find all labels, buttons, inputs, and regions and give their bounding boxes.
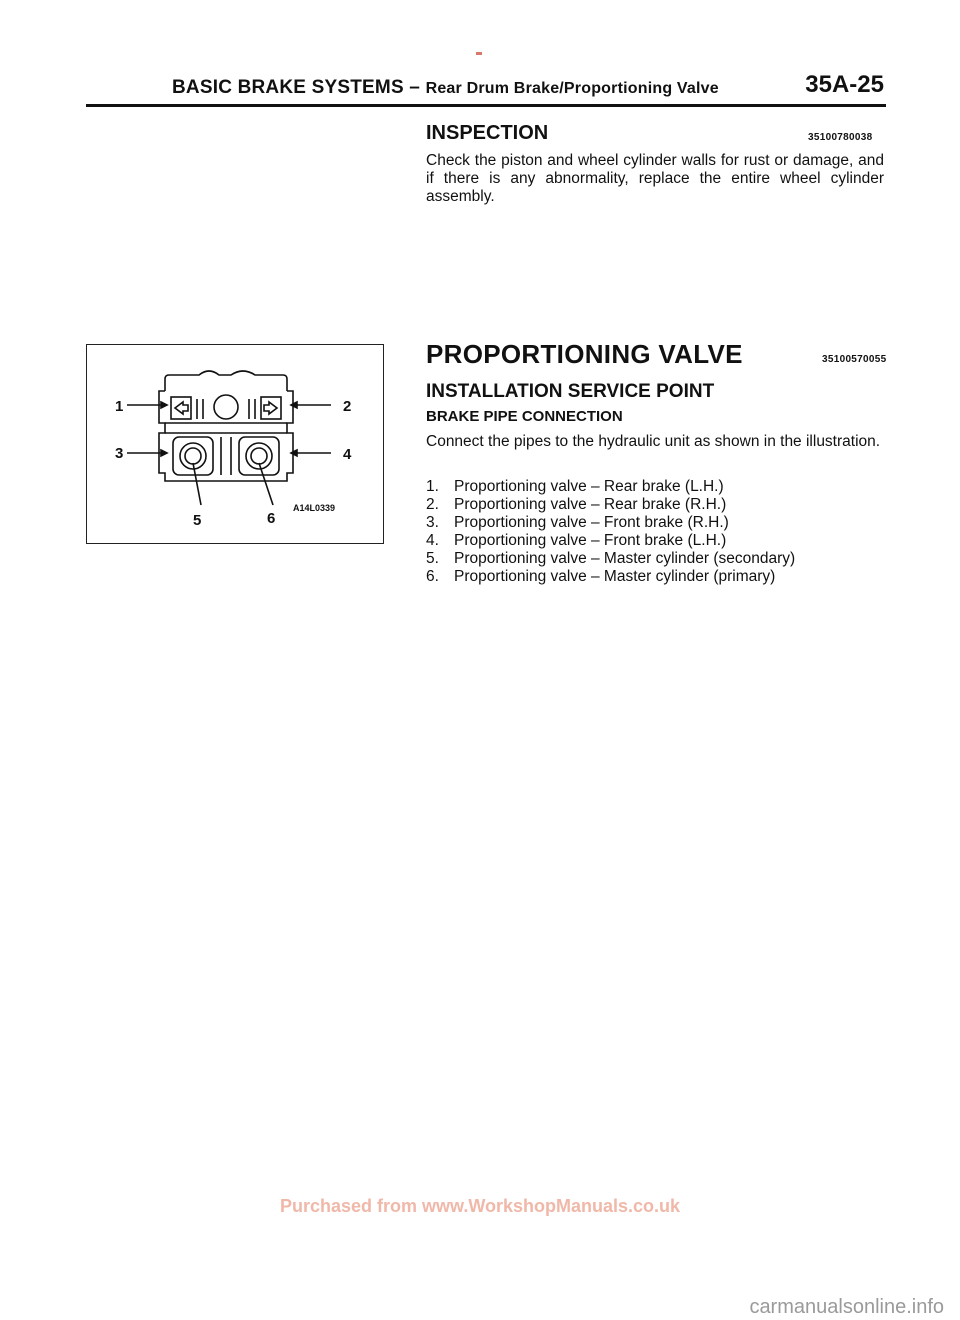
scan-mark <box>476 52 482 55</box>
proportioning-valve-heading: PROPORTIONING VALVE <box>426 339 743 369</box>
list-item-text: Proportioning valve – Rear brake (R.H.) <box>454 496 727 513</box>
callout-3: 3 <box>115 445 124 462</box>
list-item <box>426 478 795 496</box>
header-subsection: Rear Drum Brake/Proportioning Valve <box>425 80 719 97</box>
list-item <box>426 550 795 568</box>
page-header <box>86 71 886 107</box>
list-item-number: 5. <box>426 550 439 567</box>
list-item-text: Proportioning valve – Front brake (R.H.) <box>454 514 729 531</box>
inspection-code: 35100780038 <box>808 132 873 143</box>
callout-1: 1 <box>115 398 124 415</box>
valve-illustration <box>86 344 384 544</box>
leader-5 <box>193 463 201 505</box>
list-item-number: 6. <box>426 568 439 585</box>
proportioning-valve-code: 35100570055 <box>822 354 887 365</box>
callout-5: 5 <box>193 512 202 529</box>
figure-code: A14L0339 <box>293 503 336 513</box>
list-item-text: Proportioning valve – Front brake (L.H.) <box>454 532 727 549</box>
footer-brand: carmanualsonline.info <box>749 1296 944 1318</box>
header-title <box>172 77 719 99</box>
list-item-text: Proportioning valve – Master cylinder (secondary) <box>454 550 796 567</box>
list-item-text: Proportioning valve – Rear brake (L.H.) <box>454 478 724 495</box>
pipe-connection-list <box>426 478 795 586</box>
valve-diagram <box>87 345 385 545</box>
list-item-number: 4. <box>426 532 439 549</box>
leader-6 <box>259 463 273 505</box>
callout-2: 2 <box>343 398 352 415</box>
callout-4: 4 <box>343 446 352 463</box>
list-item <box>426 514 795 532</box>
list-item-text: Proportioning valve – Master cylinder (primary) <box>454 568 776 585</box>
inspection-text: Check the piston and wheel cylinder walls for rust or damage, and if there is any abnormality, replace the entire wheel cylinder assembly. <box>426 152 884 205</box>
callout-6: 6 <box>267 510 276 527</box>
watermark: Purchased from www.WorkshopManuals.co.uk <box>279 1196 681 1216</box>
list-item <box>426 568 795 586</box>
list-item <box>426 496 795 514</box>
page-number: 35A-25 <box>805 71 884 98</box>
list-item-number: 3. <box>426 514 439 531</box>
header-section: BASIC BRAKE SYSTEMS <box>172 77 404 98</box>
list-item-number: 1. <box>426 478 439 495</box>
list-item <box>426 532 795 550</box>
inspection-heading: INSPECTION <box>426 122 549 144</box>
list-item-number: 2. <box>426 496 439 513</box>
connection-intro: Connect the pipes to the hydraulic unit as shown in the illustration. <box>426 433 881 450</box>
header-separator: – <box>403 77 426 98</box>
installation-service-point-heading: INSTALLATION SERVICE POINT <box>426 381 715 402</box>
brake-pipe-connection-heading: BRAKE PIPE CONNECTION <box>426 408 623 425</box>
